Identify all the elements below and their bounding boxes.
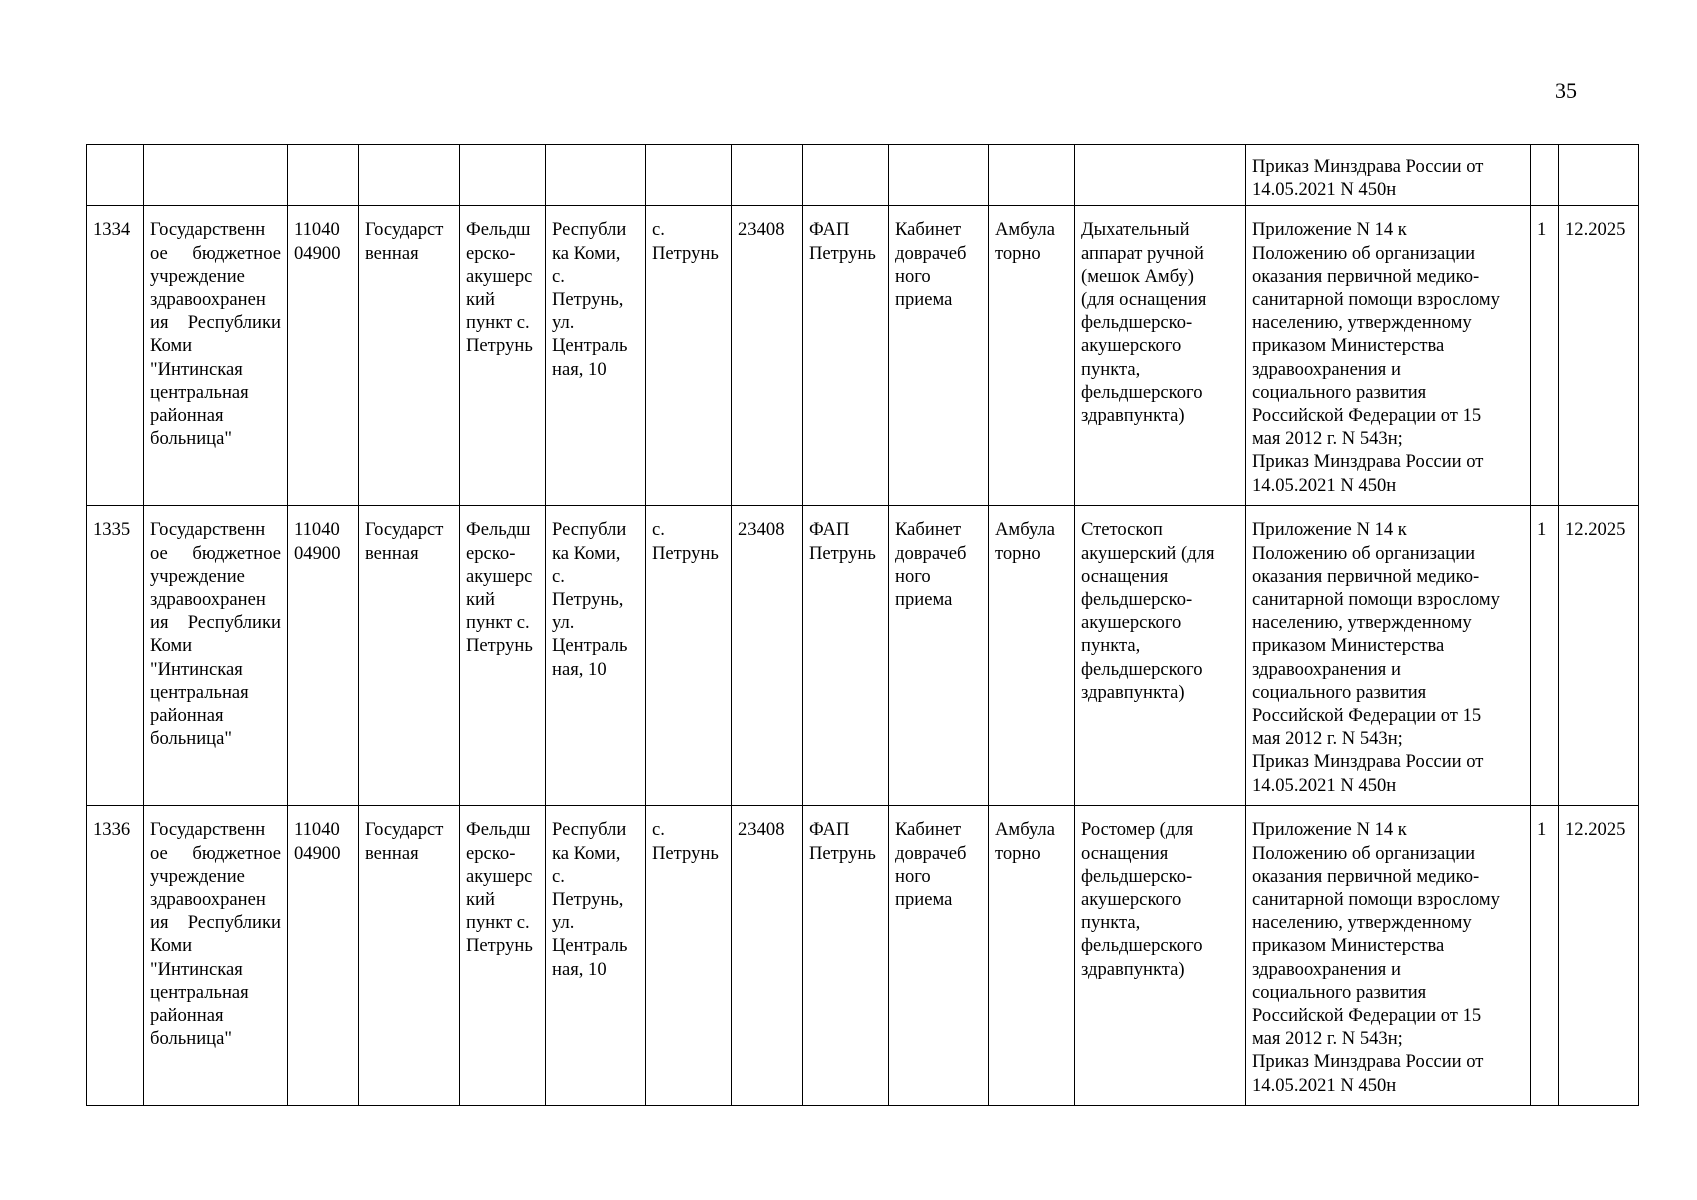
- cell-room: [889, 806, 989, 1106]
- text-line: акушерс: [466, 265, 533, 287]
- text-line: доврачеб: [895, 542, 967, 564]
- cell-empty: [646, 145, 732, 206]
- text-line: санитарной помощи взрослому: [1252, 889, 1500, 911]
- cell-oktmo: 23408: [732, 506, 803, 806]
- text-line: 04900: [294, 242, 341, 264]
- text-line: акушерс: [466, 865, 533, 887]
- cell-locality: [646, 506, 732, 806]
- text-line: торно: [995, 542, 1041, 564]
- text-line: кий: [466, 589, 495, 611]
- text-line: Государст: [365, 819, 444, 841]
- text-line: акушерского: [1081, 889, 1182, 911]
- cell-equipment: [1075, 506, 1246, 806]
- text-line: санитарной помощи взрослому: [1252, 289, 1500, 311]
- text-line: здравпункта): [1081, 681, 1185, 703]
- text-line: венная: [365, 542, 419, 564]
- text-line: фельдшерско-: [1081, 312, 1193, 334]
- text-line: ка Коми,: [552, 842, 621, 864]
- text-line: Фельдш: [466, 219, 531, 241]
- text-line: доврачеб: [895, 842, 967, 864]
- text-line: Государственн: [150, 819, 266, 841]
- text-line: Петрунь: [809, 842, 876, 864]
- cell-address: [546, 806, 646, 1106]
- text-line: Кабинет: [895, 519, 962, 541]
- text-line: пункта,: [1081, 635, 1141, 657]
- cell-legal-basis: [1246, 206, 1531, 506]
- text-line: оказания первичной медико-: [1252, 265, 1480, 287]
- text-line: ия Республики: [150, 312, 281, 334]
- cell-date: 12.2025: [1559, 806, 1639, 1106]
- text-line: пункт с.: [466, 312, 530, 334]
- cell-unit-name: [460, 806, 546, 1106]
- page-number: 35: [1555, 78, 1577, 103]
- text-line: кий: [466, 289, 495, 311]
- cell-legal-basis: [1246, 506, 1531, 806]
- text-line: Централь: [552, 335, 628, 357]
- cell-legal-basis: [1246, 145, 1531, 206]
- text-line: Государственн: [150, 519, 266, 541]
- text-line: ия Республики: [150, 912, 281, 934]
- text-line: кий: [466, 889, 495, 911]
- cell-organization: [144, 206, 288, 506]
- text-line: ФАП: [809, 519, 850, 541]
- cell-ownership-form: [359, 806, 460, 1106]
- text-line: Республи: [552, 519, 627, 541]
- text-line: центральная: [150, 981, 249, 1003]
- text-line: Республи: [552, 219, 627, 241]
- text-line: социального развития: [1252, 681, 1427, 703]
- cell-oktmo: 23408: [732, 206, 803, 506]
- text-line: 11040: [294, 519, 340, 541]
- text-line: ная, 10: [552, 658, 607, 680]
- text-line: пункта,: [1081, 912, 1141, 934]
- cell-short-name: [803, 506, 889, 806]
- text-line: Петрунь: [809, 242, 876, 264]
- text-line: районная: [150, 1005, 224, 1027]
- text-line: 14.05.2021 N 450н: [1252, 1074, 1397, 1096]
- cell-org-code: [288, 806, 359, 1106]
- text-line: ка Коми,: [552, 242, 621, 264]
- text-line: Петрунь,: [552, 289, 624, 311]
- text-line: ул.: [552, 612, 575, 634]
- text-line: приказом Министерства: [1252, 935, 1445, 957]
- cell-date: 12.2025: [1559, 206, 1639, 506]
- text-line: ная, 10: [552, 958, 607, 980]
- text-line: ерско-: [466, 842, 516, 864]
- text-line: Петрунь: [809, 542, 876, 564]
- text-line: здравоохранения и: [1252, 658, 1401, 680]
- text-line: населению, утвержденному: [1252, 912, 1472, 934]
- text-line: Амбула: [995, 819, 1055, 841]
- text-line: здравоохранен: [150, 589, 266, 611]
- text-line: торно: [995, 842, 1041, 864]
- text-line: районная: [150, 405, 224, 427]
- text-line: с.: [652, 519, 665, 541]
- cell-empty: [803, 145, 889, 206]
- cell-empty: [1559, 145, 1639, 206]
- text-line: 14.05.2021 N 450н: [1252, 179, 1397, 201]
- text-line: венная: [365, 842, 419, 864]
- cell-locality: [646, 806, 732, 1106]
- cell-unit-name: [460, 206, 546, 506]
- cell-empty: [989, 145, 1075, 206]
- text-line: Государст: [365, 519, 444, 541]
- text-line: Кабинет: [895, 219, 962, 241]
- text-line: Приказ Минздрава России от: [1252, 751, 1484, 773]
- text-line: фельдшерского: [1081, 658, 1203, 680]
- text-line: Приложение N 14 к: [1252, 519, 1407, 541]
- cell-care-type: [989, 806, 1075, 1106]
- text-line: ка Коми,: [552, 542, 621, 564]
- text-line: с.: [652, 819, 665, 841]
- cell-short-name: [803, 206, 889, 506]
- text-line: ерско-: [466, 242, 516, 264]
- text-line: Российской Федерации от 15: [1252, 405, 1482, 427]
- text-line: Фельдш: [466, 519, 531, 541]
- cell-empty: [546, 145, 646, 206]
- cell-address: [546, 506, 646, 806]
- text-line: Приложение N 14 к: [1252, 819, 1407, 841]
- text-line: учреждение: [150, 565, 245, 587]
- text-line: ул.: [552, 912, 575, 934]
- text-line: Кабинет: [895, 819, 962, 841]
- text-line: здравпункта): [1081, 958, 1185, 980]
- equipment-registry-table: [86, 144, 1639, 1106]
- text-line: (мешок Амбу): [1081, 265, 1194, 287]
- text-line: фельдшерского: [1081, 935, 1203, 957]
- text-line: Коми: [150, 935, 193, 957]
- text-line: акушерс: [466, 565, 533, 587]
- cell-empty: [1075, 145, 1246, 206]
- text-line: акушерский (для: [1081, 542, 1215, 564]
- text-line: ного: [895, 865, 931, 887]
- cell-empty: [889, 145, 989, 206]
- text-line: районная: [150, 705, 224, 727]
- text-line: фельдшерского: [1081, 381, 1203, 403]
- cell-ownership-form: [359, 206, 460, 506]
- text-line: 14.05.2021 N 450н: [1252, 774, 1397, 796]
- text-line: Государст: [365, 219, 444, 241]
- text-line: ое бюджетное: [150, 842, 281, 864]
- text-line: центральная: [150, 681, 249, 703]
- text-line: мая 2012 г. N 543н;: [1252, 428, 1403, 450]
- text-line: Петрунь,: [552, 589, 624, 611]
- text-line: учреждение: [150, 865, 245, 887]
- text-line: приема: [895, 289, 953, 311]
- text-line: венная: [365, 242, 419, 264]
- cell-quantity: 1: [1531, 206, 1559, 506]
- cell-address: [546, 206, 646, 506]
- text-line: фельдшерско-: [1081, 589, 1193, 611]
- cell-equipment: [1075, 206, 1246, 506]
- text-line: Дыхательный: [1081, 219, 1190, 241]
- text-line: ул.: [552, 312, 575, 334]
- text-line: больница": [150, 1028, 232, 1050]
- cell-oktmo: 23408: [732, 806, 803, 1106]
- text-line: оснащения: [1081, 842, 1169, 864]
- text-line: Положению об организации: [1252, 542, 1476, 564]
- text-line: Коми: [150, 635, 193, 657]
- text-line: оказания первичной медико-: [1252, 865, 1480, 887]
- table-row: [87, 806, 1639, 1106]
- cell-care-type: [989, 206, 1075, 506]
- text-line: Амбула: [995, 219, 1055, 241]
- cell-empty: [460, 145, 546, 206]
- text-line: акушерского: [1081, 335, 1182, 357]
- text-line: Приложение N 14 к: [1252, 219, 1407, 241]
- text-line: Централь: [552, 935, 628, 957]
- cell-empty: [288, 145, 359, 206]
- text-line: здравоохранен: [150, 289, 266, 311]
- text-line: больница": [150, 728, 232, 750]
- text-line: ФАП: [809, 819, 850, 841]
- text-line: больница": [150, 428, 232, 450]
- text-line: 04900: [294, 542, 341, 564]
- text-line: ерско-: [466, 542, 516, 564]
- text-line: учреждение: [150, 265, 245, 287]
- text-line: населению, утвержденному: [1252, 612, 1472, 634]
- text-line: Ростомер (для: [1081, 819, 1194, 841]
- text-line: приказом Министерства: [1252, 635, 1445, 657]
- text-line: с.: [552, 565, 565, 587]
- cell-empty: [359, 145, 460, 206]
- text-line: Петрунь: [466, 935, 533, 957]
- cell-short-name: [803, 806, 889, 1106]
- text-line: пункт с.: [466, 612, 530, 634]
- text-line: акушерского: [1081, 612, 1182, 634]
- text-line: 11040: [294, 219, 340, 241]
- text-line: здравпункта): [1081, 405, 1185, 427]
- cell-room: [889, 506, 989, 806]
- text-line: Российской Федерации от 15: [1252, 705, 1482, 727]
- text-line: 11040: [294, 819, 340, 841]
- cell-organization: [144, 806, 288, 1106]
- text-line: с.: [552, 865, 565, 887]
- cell-row-number: 1336: [87, 806, 144, 1106]
- text-line: ое бюджетное: [150, 542, 281, 564]
- cell-room: [889, 206, 989, 506]
- text-line: Приказ Минздрава России от: [1252, 156, 1484, 177]
- text-line: "Интинская: [150, 958, 243, 980]
- cell-care-type: [989, 506, 1075, 806]
- text-line: Приказ Минздрава России от: [1252, 1051, 1484, 1073]
- text-line: социального развития: [1252, 381, 1427, 403]
- text-line: Петрунь: [652, 542, 719, 564]
- cell-quantity: 1: [1531, 506, 1559, 806]
- text-line: 04900: [294, 842, 341, 864]
- text-line: Амбула: [995, 519, 1055, 541]
- text-line: санитарной помощи взрослому: [1252, 589, 1500, 611]
- text-line: доврачеб: [895, 242, 967, 264]
- text-line: ная, 10: [552, 358, 607, 380]
- text-line: приема: [895, 889, 953, 911]
- text-line: приказом Министерства: [1252, 335, 1445, 357]
- cell-org-code: [288, 506, 359, 806]
- text-line: Стетоскоп: [1081, 519, 1163, 541]
- continuation-row: [87, 145, 1639, 206]
- text-line: Петрунь: [652, 842, 719, 864]
- cell-locality: [646, 206, 732, 506]
- table-row: [87, 206, 1639, 506]
- text-line: ного: [895, 265, 931, 287]
- text-line: "Интинская: [150, 358, 243, 380]
- text-line: Петрунь: [466, 335, 533, 357]
- text-line: 14.05.2021 N 450н: [1252, 474, 1397, 496]
- text-line: здравоохранен: [150, 889, 266, 911]
- cell-equipment: [1075, 806, 1246, 1106]
- text-line: Положению об организации: [1252, 242, 1476, 264]
- cell-ownership-form: [359, 506, 460, 806]
- text-line: оказания первичной медико-: [1252, 565, 1480, 587]
- text-line: (для оснащения: [1081, 289, 1207, 311]
- text-line: Фельдш: [466, 819, 531, 841]
- text-line: Положению об организации: [1252, 842, 1476, 864]
- text-line: мая 2012 г. N 543н;: [1252, 1028, 1403, 1050]
- text-line: ФАП: [809, 219, 850, 241]
- text-line: населению, утвержденному: [1252, 312, 1472, 334]
- text-line: ия Республики: [150, 612, 281, 634]
- cell-empty: [144, 145, 288, 206]
- text-line: оснащения: [1081, 565, 1169, 587]
- cell-row-number: 1334: [87, 206, 144, 506]
- text-line: Петрунь: [466, 635, 533, 657]
- text-line: пункта,: [1081, 358, 1141, 380]
- text-line: "Интинская: [150, 658, 243, 680]
- text-line: с.: [552, 265, 565, 287]
- text-line: приема: [895, 589, 953, 611]
- text-line: социального развития: [1252, 981, 1427, 1003]
- text-line: с.: [652, 219, 665, 241]
- text-line: аппарат ручной: [1081, 242, 1204, 264]
- text-line: Коми: [150, 335, 193, 357]
- text-line: ое бюджетное: [150, 242, 281, 264]
- text-line: Петрунь,: [552, 889, 624, 911]
- text-line: Республи: [552, 819, 627, 841]
- text-line: Централь: [552, 635, 628, 657]
- cell-date: 12.2025: [1559, 506, 1639, 806]
- cell-empty: [87, 145, 144, 206]
- text-line: Российской Федерации от 15: [1252, 1005, 1482, 1027]
- text-line: Приказ Минздрава России от: [1252, 451, 1484, 473]
- cell-legal-basis: [1246, 806, 1531, 1106]
- table-row: [87, 506, 1639, 806]
- text-line: торно: [995, 242, 1041, 264]
- cell-quantity: 1: [1531, 806, 1559, 1106]
- text-line: Государственн: [150, 219, 266, 241]
- cell-organization: [144, 506, 288, 806]
- text-line: пункт с.: [466, 912, 530, 934]
- cell-empty: [732, 145, 803, 206]
- cell-unit-name: [460, 506, 546, 806]
- text-line: фельдшерско-: [1081, 865, 1193, 887]
- text-line: Петрунь: [652, 242, 719, 264]
- text-line: ного: [895, 565, 931, 587]
- text-line: здравоохранения и: [1252, 358, 1401, 380]
- text-line: мая 2012 г. N 543н;: [1252, 728, 1403, 750]
- cell-empty: [1531, 145, 1559, 206]
- cell-row-number: 1335: [87, 506, 144, 806]
- text-line: здравоохранения и: [1252, 958, 1401, 980]
- text-line: центральная: [150, 381, 249, 403]
- cell-org-code: [288, 206, 359, 506]
